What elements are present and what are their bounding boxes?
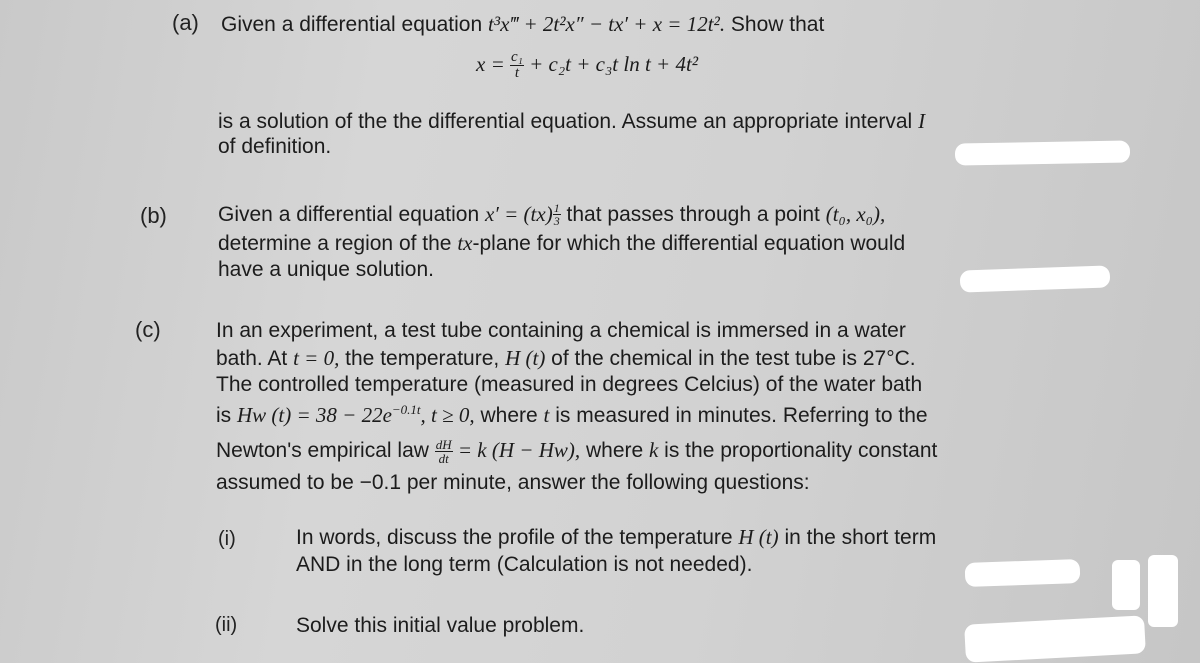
part-a-solution [476, 50, 698, 81]
part-b-label: (b) [140, 203, 167, 228]
solution-lhs: x = [476, 52, 510, 77]
part-c-line-4a: is [216, 404, 237, 427]
exponent-numerator: 1 [553, 201, 560, 215]
part-c-line-5 [216, 438, 937, 465]
part-c-line-4 [216, 402, 928, 428]
bath-temperature-equation: Hw (t) = 38 − 22e [237, 403, 392, 427]
part-b-intro-text: Given a differential equation [218, 203, 485, 226]
part-c-line-3: The controlled temperature (measured in degrees Celcius) of the water bath [216, 373, 923, 396]
part-c-line-1: In an experiment, a test tube containing a chemical is immersed in a water [216, 319, 906, 342]
part-c-line-5a: Newton's empirical law [216, 439, 435, 463]
part-a-line-3-text: is a solution of the the differential equation. Assume an appropriate interval [218, 110, 919, 133]
part-c-line-2 [216, 346, 916, 371]
domain-condition: , t ≥ 0, [420, 403, 475, 427]
newton-law-equation: = k (H − Hw), [452, 438, 581, 463]
part-c-line-6: assumed to be −0.1 per minute, answer the following questions: [216, 471, 810, 494]
redaction-mark [965, 559, 1081, 587]
sub-i-line-1b: in the short term [778, 526, 937, 549]
fraction-numerator: c₁ [511, 49, 523, 65]
sub-i-line-2: AND in the long term (Calculation is not needed). [296, 553, 753, 576]
part-a-label: (a) [172, 10, 199, 35]
exponent-fraction [553, 202, 561, 227]
part-c-line-4c: where [474, 404, 544, 427]
redaction-mark [964, 615, 1146, 662]
derivative-fraction [435, 438, 453, 465]
part-b-line-1 [218, 202, 885, 227]
part-b-line-3: have a unique solution. [218, 258, 434, 281]
part-c-label: (c) [135, 317, 161, 342]
sub-i-line-1a: In words, discuss the profile of the temperature [296, 526, 739, 549]
redaction-mark [1112, 560, 1140, 610]
sub-ii-label: (ii) [215, 614, 238, 636]
part-a-tail-text: Show that [725, 13, 825, 36]
part-a-line-4: of definition. [218, 135, 332, 158]
solution-fraction [510, 50, 524, 81]
temperature-function: H (t) [738, 525, 779, 549]
part-c-line-5b: where [580, 439, 650, 463]
redaction-mark [955, 140, 1130, 165]
part-c-line-2c: of the chemical in the test tube is 27°C. [545, 347, 916, 370]
part-a-intro-text: Given a differential equation [221, 13, 488, 36]
part-c-line-4d: is measured in minutes. Referring to the [549, 404, 928, 427]
part-c-line-2a: bath. At [216, 347, 294, 370]
sub-i-line-1 [296, 525, 936, 550]
derivative-denominator: dt [438, 451, 449, 466]
part-c-line-5c: is the proportionality constant [658, 439, 938, 463]
time-variable: t [543, 403, 550, 427]
part-a-line-1 [221, 12, 824, 37]
solution-rest: + c₂t + c₃t ln t + 4t² [523, 52, 699, 77]
temperature-function: H (t) [505, 346, 546, 370]
part-b-equation: x′ = (tx) [484, 202, 553, 226]
part-b-line-2b: -plane for which the differential equation would [472, 232, 906, 255]
part-b-line-2 [218, 231, 905, 256]
exponent: −0.1t [391, 402, 421, 417]
part-c-line-2b: the temperature, [339, 347, 506, 370]
part-a-equation: t³x‴ + 2t²x″ − tx′ + x = 12t². [487, 12, 726, 36]
redaction-mark [1148, 555, 1178, 627]
fraction-denominator: t [514, 65, 520, 81]
part-b-tail-text: that passes through a point [560, 203, 826, 226]
part-a-line-3 [218, 109, 925, 134]
part-b-line-2a: determine a region of the [218, 232, 458, 255]
initial-point: (t₀, x₀), [825, 202, 886, 226]
time-zero: t = 0, [293, 346, 340, 370]
sub-ii-line-1: Solve this initial value problem. [296, 614, 585, 637]
exponent-denominator: 3 [553, 214, 560, 228]
sub-i-label: (i) [218, 528, 236, 550]
plane-variable: tx [457, 231, 473, 255]
constant-symbol: k [649, 438, 659, 463]
derivative-numerator: dH [435, 437, 452, 452]
redaction-mark [960, 265, 1111, 292]
interval-symbol: I [918, 109, 926, 133]
